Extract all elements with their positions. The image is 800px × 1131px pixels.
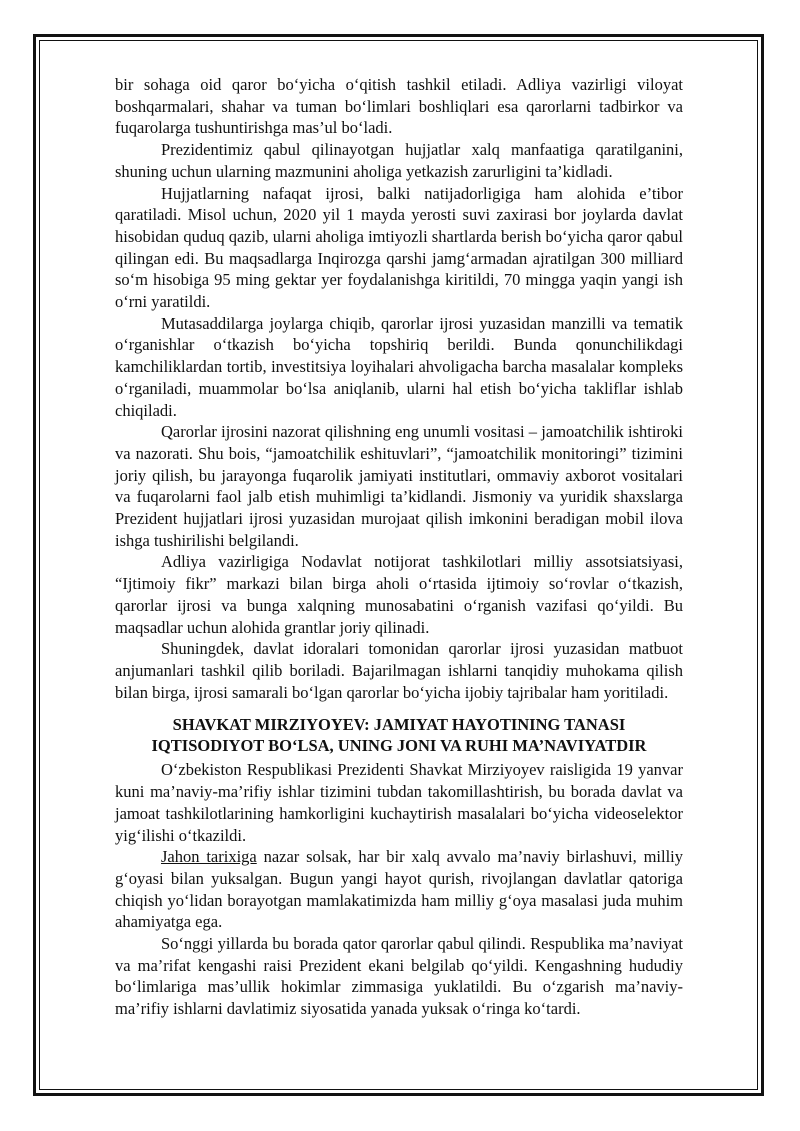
history-link[interactable]: Jahon tarixiga (161, 847, 257, 867)
section-heading-line2: IQTISODIYOT BOʻLSA, UNING JONI VA RUHI MA’NAVIYATDIR (151, 736, 647, 756)
paragraph: Oʻzbekiston Respublikasi Prezidenti Shavkat Mirziyoyev raisligida 19 yanvar kuni ma’naviy-ma’rifiy ishlar tizimini tubdan takomillashtirish, bu borada davlat va jamoat tashkilotlarining hamkorligini kuchaytirish masalalari boʻyicha videoselektor yigʻilishi oʻtkazildi. (115, 760, 683, 845)
paragraph: Mutasaddilarga joylarga chiqib, qarorlar ijrosi yuzasidan manzilli va tematik oʻrganishlar oʻtkazish boʻyicha topshiriq berildi. Bunda qonunchilikdagi kamchiliklardan tortib, investitsiya loyihalari ahvoligacha barcha masalalar kompleks oʻrganiladi, muammolar boʻlsa aniqlanib, ularni hal etish boʻyicha takliflar ishlab chiqiladi. (115, 313, 683, 420)
paragraph: Shuningdek, davlat idoralari tomonidan qarorlar ijrosi yuzasidan matbuot anjumanlari tashkil qilib boriladi. Bajarilmagan ishlarni tanqidiy muhokama qilish bilan birga, ijrosi samarali boʻlgan qarorlar boʻyicha ijobiy tajribalar ham yoritiladi. (115, 639, 683, 702)
paragraph: Hujjatlarning nafaqat ijrosi, balki natijadorligiga ham alohida e’tibor qaratiladi. Misol uchun, 2020 yil 1 mayda yerosti suvi zaxirasi bor joylarda davlat hisobidan quduq qazib, ularni aholiga imtiyozli shartlarda berish boʻyicha qaror qabul qilingan edi. Bu maqsadlarga Inqirozga qarshi jamgʻarmadan ajratilgan 300 milliard soʻm hisobiga 95 ming gektar yer foydalanishga kiritildi, 70 mingga yaqin yangi ish oʻrni yaratildi. (115, 183, 683, 312)
paragraph: Soʻnggi yillarda bu borada qator qarorlar qabul qilindi. Respublika ma’naviyat va ma’rifat kengashi raisi Prezident ekani belgilab qoʻyildi. Kengashning hududiy boʻlimlariga mas’ullik hokimlar zimmasiga yuklatildi. Bu oʻzgarish ma’naviy-ma’rifiy ishlarni davlatimiz siyosatida yanada yuksak oʻringa koʻtardi. (115, 934, 683, 1019)
section-heading-line1: SHAVKAT MIRZIYOYEV: JAMIYAT HAYOTINING TANASI (172, 715, 626, 735)
paragraph: Adliya vazirligiga Nodavlat notijorat tashkilotlari milliy assotsiatsiyasi, “Ijtimoiy fikr” markazi bilan birga aholi oʻrtasida ijtimoiy soʻrovlar oʻtkazish, qarorlar ijrosi va bunga xalqning munosabatini oʻrganish vazifasi qoʻyildi. Bu maqsadlar uchun alohida grantlar joriy qilinadi. (115, 552, 683, 637)
paragraph (115, 846, 683, 933)
paragraph: bir sohaga oid qaror boʻyicha oʻqitish tashkil etiladi. Adliya vazirligi viloyat boshqarmalari, shahar va tuman boʻlimlari boshliqlari esa qarorlarni tadbirkor va fuqarolarga tushuntirishga mas’ul boʻladi. (115, 75, 683, 138)
document-body (115, 74, 683, 1020)
paragraph: Prezidentimiz qabul qilinayotgan hujjatlar xalq manfaatiga qaratilganini, shuning uchun ularning mazmunini aholiga yetkazish zarurligini ta’kidladi. (115, 140, 683, 181)
section-heading (115, 714, 683, 756)
paragraph-text: nazar solsak, har bir xalq avvalo ma’naviy birlashuvi, milliy gʻoyasi bilan yuksalgan. Bugun yangi hayot qurish, rivojlangan davlatlar qatoriga chiqish yoʻlidan borayotgan mamlakatimizda ham milliy gʻoya masalasi juda muhim ahamiyatga ega. (115, 847, 683, 932)
paragraph: Qarorlar ijrosini nazorat qilishning eng unumli vositasi – jamoatchilik ishtiroki va nazorati. Shu bois, “jamoatchilik eshituvlari”, “jamoatchilik monitoringi” tizimini joriy qilish, bu jarayonga fuqarolik jamiyati institutlari, ommaviy axborot vositalari va fuqarolarni faol jalb etish muhimligi ta’kidlandi. Jismoniy va yuridik shaxslarga Prezident hujjatlari ijrosi yuzasidan murojaat qilish imkonini beradigan mobil ilova ishga tushirilishi belgilandi. (115, 422, 683, 550)
